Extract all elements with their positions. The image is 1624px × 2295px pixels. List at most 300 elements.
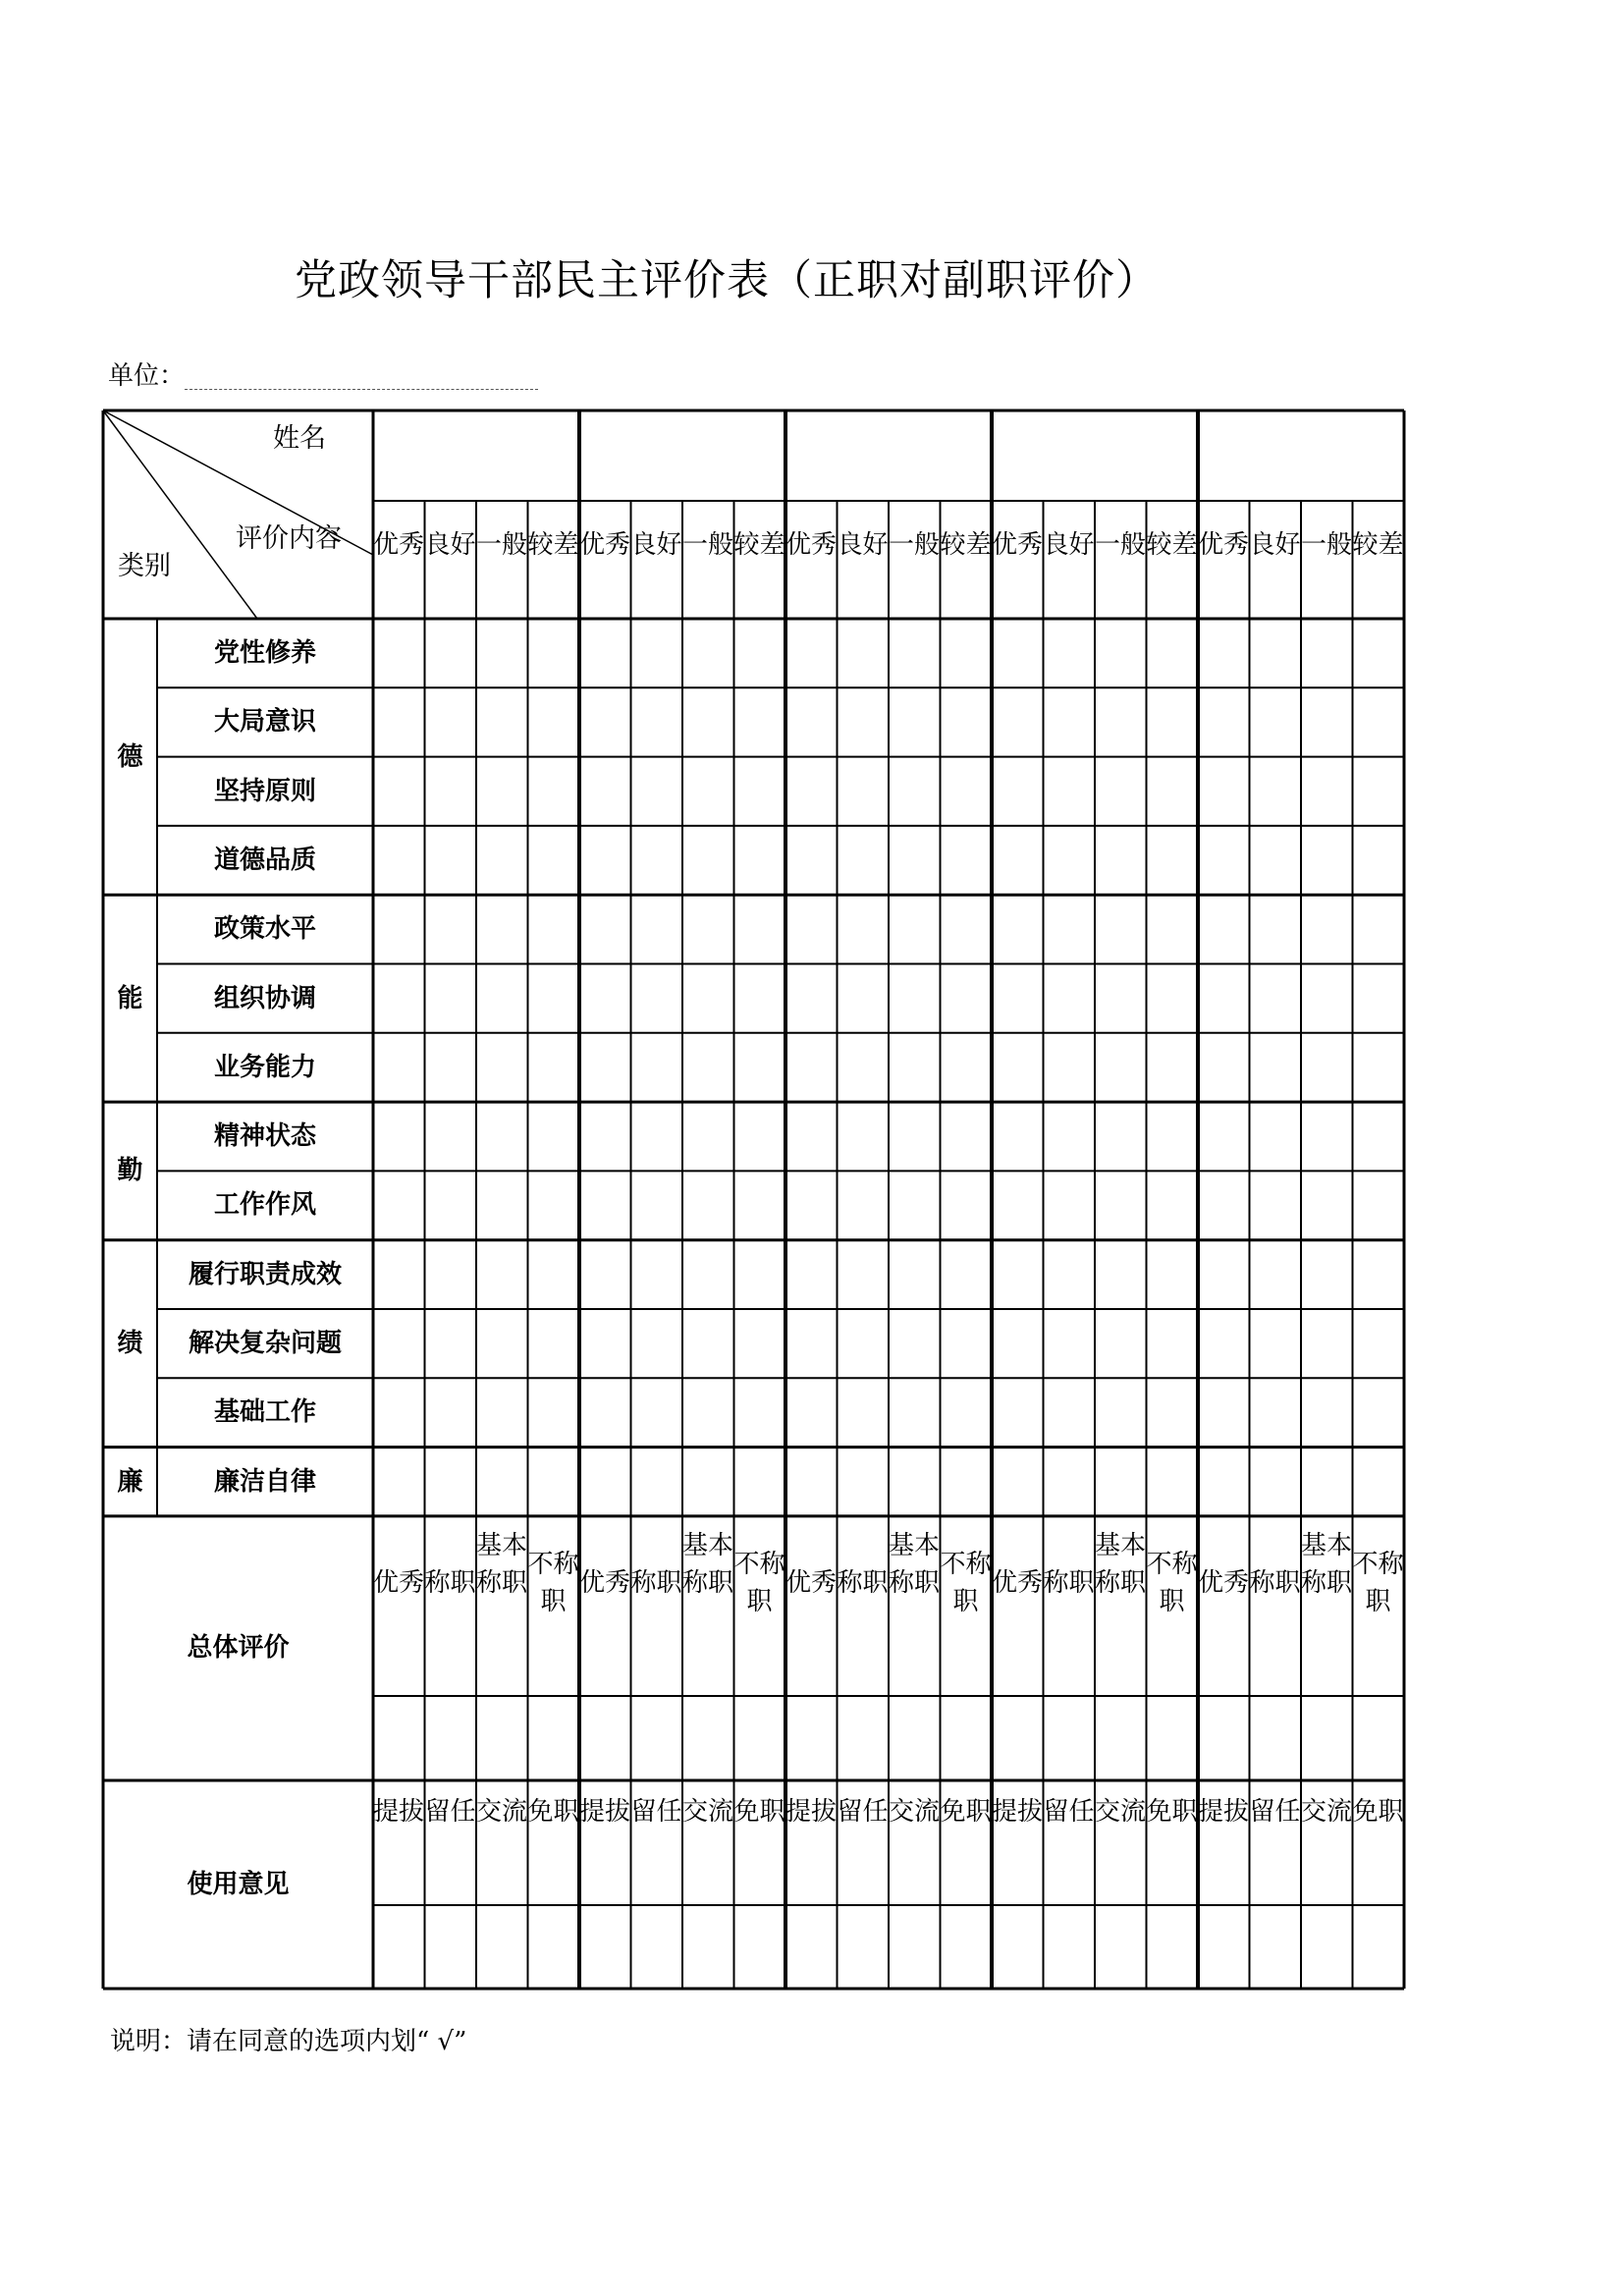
usage-cell[interactable] bbox=[839, 1907, 888, 1987]
rating-cell[interactable] bbox=[1046, 689, 1094, 754]
rating-cell[interactable] bbox=[1252, 1380, 1300, 1445]
rating-cell[interactable] bbox=[1252, 1035, 1300, 1100]
rating-cell[interactable] bbox=[1355, 1311, 1403, 1376]
rating-cell[interactable] bbox=[478, 1173, 526, 1237]
rating-cell[interactable] bbox=[1303, 1035, 1351, 1100]
rating-cell[interactable] bbox=[427, 1449, 475, 1514]
rating-cell[interactable] bbox=[891, 1104, 939, 1169]
rating-cell[interactable] bbox=[1046, 1449, 1094, 1514]
rating-cell[interactable] bbox=[1149, 621, 1197, 685]
rating-cell[interactable] bbox=[478, 966, 526, 1031]
rating-cell[interactable] bbox=[943, 1380, 991, 1445]
rating-cell[interactable] bbox=[943, 1242, 991, 1307]
usage-cell[interactable] bbox=[1355, 1907, 1403, 1987]
overall-cell[interactable] bbox=[787, 1698, 836, 1778]
rating-cell[interactable] bbox=[891, 897, 939, 961]
rating-cell[interactable] bbox=[1355, 1449, 1403, 1514]
rating-cell[interactable] bbox=[427, 828, 475, 893]
overall-cell[interactable] bbox=[943, 1698, 991, 1778]
usage-cell[interactable] bbox=[1149, 1907, 1197, 1987]
rating-cell[interactable] bbox=[1149, 966, 1197, 1031]
rating-cell[interactable] bbox=[839, 1380, 888, 1445]
rating-cell[interactable] bbox=[375, 1449, 423, 1514]
rating-cell[interactable] bbox=[1097, 1173, 1145, 1237]
rating-cell[interactable] bbox=[1097, 689, 1145, 754]
rating-cell[interactable] bbox=[633, 1035, 681, 1100]
rating-cell[interactable] bbox=[1046, 966, 1094, 1031]
rating-cell[interactable] bbox=[375, 621, 423, 685]
rating-cell[interactable] bbox=[1097, 1311, 1145, 1376]
rating-cell[interactable] bbox=[478, 1104, 526, 1169]
rating-cell[interactable] bbox=[1355, 1173, 1403, 1237]
rating-cell[interactable] bbox=[994, 759, 1042, 824]
rating-cell[interactable] bbox=[1252, 828, 1300, 893]
rating-cell[interactable] bbox=[684, 1173, 732, 1237]
rating-cell[interactable] bbox=[530, 897, 578, 961]
rating-cell[interactable] bbox=[581, 689, 629, 754]
rating-cell[interactable] bbox=[375, 1104, 423, 1169]
rating-cell[interactable] bbox=[891, 621, 939, 685]
rating-cell[interactable] bbox=[1303, 1242, 1351, 1307]
rating-cell[interactable] bbox=[1252, 689, 1300, 754]
rating-cell[interactable] bbox=[1200, 828, 1248, 893]
rating-cell[interactable] bbox=[1200, 897, 1248, 961]
rating-cell[interactable] bbox=[427, 759, 475, 824]
rating-cell[interactable] bbox=[427, 1173, 475, 1237]
rating-cell[interactable] bbox=[994, 689, 1042, 754]
usage-cell[interactable] bbox=[633, 1907, 681, 1987]
usage-cell[interactable] bbox=[478, 1907, 526, 1987]
rating-cell[interactable] bbox=[478, 1380, 526, 1445]
rating-cell[interactable] bbox=[375, 1311, 423, 1376]
overall-cell[interactable] bbox=[1303, 1698, 1351, 1778]
rating-cell[interactable] bbox=[375, 759, 423, 824]
rating-cell[interactable] bbox=[581, 1242, 629, 1307]
usage-cell[interactable] bbox=[1097, 1907, 1145, 1987]
rating-cell[interactable] bbox=[427, 1035, 475, 1100]
rating-cell[interactable] bbox=[943, 689, 991, 754]
rating-cell[interactable] bbox=[1200, 1173, 1248, 1237]
rating-cell[interactable] bbox=[943, 1104, 991, 1169]
usage-cell[interactable] bbox=[530, 1907, 578, 1987]
rating-cell[interactable] bbox=[684, 1311, 732, 1376]
rating-cell[interactable] bbox=[736, 759, 785, 824]
usage-cell[interactable] bbox=[736, 1907, 785, 1987]
usage-cell[interactable] bbox=[684, 1907, 732, 1987]
rating-cell[interactable] bbox=[633, 1104, 681, 1169]
rating-cell[interactable] bbox=[994, 1035, 1042, 1100]
rating-cell[interactable] bbox=[1252, 897, 1300, 961]
rating-cell[interactable] bbox=[1303, 966, 1351, 1031]
rating-cell[interactable] bbox=[530, 1104, 578, 1169]
rating-cell[interactable] bbox=[943, 1173, 991, 1237]
rating-cell[interactable] bbox=[375, 966, 423, 1031]
rating-cell[interactable] bbox=[427, 1104, 475, 1169]
rating-cell[interactable] bbox=[1303, 1380, 1351, 1445]
rating-cell[interactable] bbox=[684, 1035, 732, 1100]
rating-cell[interactable] bbox=[736, 1380, 785, 1445]
rating-cell[interactable] bbox=[684, 1104, 732, 1169]
rating-cell[interactable] bbox=[375, 897, 423, 961]
rating-cell[interactable] bbox=[994, 621, 1042, 685]
rating-cell[interactable] bbox=[1149, 828, 1197, 893]
rating-cell[interactable] bbox=[1303, 689, 1351, 754]
usage-cell[interactable] bbox=[891, 1907, 939, 1987]
rating-cell[interactable] bbox=[581, 828, 629, 893]
rating-cell[interactable] bbox=[530, 621, 578, 685]
rating-cell[interactable] bbox=[1149, 759, 1197, 824]
rating-cell[interactable] bbox=[787, 1449, 836, 1514]
overall-cell[interactable] bbox=[1200, 1698, 1248, 1778]
rating-cell[interactable] bbox=[736, 689, 785, 754]
rating-cell[interactable] bbox=[633, 1242, 681, 1307]
rating-cell[interactable] bbox=[530, 1035, 578, 1100]
rating-cell[interactable] bbox=[581, 1380, 629, 1445]
name-field[interactable] bbox=[581, 412, 784, 499]
rating-cell[interactable] bbox=[581, 1104, 629, 1169]
usage-cell[interactable] bbox=[787, 1907, 836, 1987]
rating-cell[interactable] bbox=[1149, 689, 1197, 754]
rating-cell[interactable] bbox=[375, 1242, 423, 1307]
rating-cell[interactable] bbox=[787, 1104, 836, 1169]
rating-cell[interactable] bbox=[684, 621, 732, 685]
rating-cell[interactable] bbox=[943, 966, 991, 1031]
rating-cell[interactable] bbox=[478, 1449, 526, 1514]
rating-cell[interactable] bbox=[530, 1173, 578, 1237]
rating-cell[interactable] bbox=[478, 759, 526, 824]
rating-cell[interactable] bbox=[1355, 1035, 1403, 1100]
overall-cell[interactable] bbox=[891, 1698, 939, 1778]
rating-cell[interactable] bbox=[787, 689, 836, 754]
rating-cell[interactable] bbox=[1200, 1380, 1248, 1445]
rating-cell[interactable] bbox=[427, 621, 475, 685]
rating-cell[interactable] bbox=[994, 1242, 1042, 1307]
rating-cell[interactable] bbox=[684, 966, 732, 1031]
rating-cell[interactable] bbox=[1097, 1035, 1145, 1100]
rating-cell[interactable] bbox=[1149, 1380, 1197, 1445]
rating-cell[interactable] bbox=[1046, 621, 1094, 685]
rating-cell[interactable] bbox=[994, 1380, 1042, 1445]
overall-cell[interactable] bbox=[633, 1698, 681, 1778]
rating-cell[interactable] bbox=[684, 1449, 732, 1514]
rating-cell[interactable] bbox=[581, 621, 629, 685]
rating-cell[interactable] bbox=[633, 1449, 681, 1514]
rating-cell[interactable] bbox=[530, 1242, 578, 1307]
name-field[interactable] bbox=[787, 412, 990, 499]
name-field[interactable] bbox=[994, 412, 1196, 499]
overall-cell[interactable] bbox=[1149, 1698, 1197, 1778]
rating-cell[interactable] bbox=[1046, 897, 1094, 961]
rating-cell[interactable] bbox=[684, 828, 732, 893]
rating-cell[interactable] bbox=[839, 1104, 888, 1169]
rating-cell[interactable] bbox=[1149, 1449, 1197, 1514]
rating-cell[interactable] bbox=[427, 897, 475, 961]
rating-cell[interactable] bbox=[684, 897, 732, 961]
rating-cell[interactable] bbox=[633, 897, 681, 961]
rating-cell[interactable] bbox=[684, 759, 732, 824]
name-field[interactable] bbox=[375, 412, 577, 499]
rating-cell[interactable] bbox=[1097, 759, 1145, 824]
rating-cell[interactable] bbox=[839, 966, 888, 1031]
rating-cell[interactable] bbox=[633, 689, 681, 754]
rating-cell[interactable] bbox=[839, 1449, 888, 1514]
rating-cell[interactable] bbox=[1200, 689, 1248, 754]
rating-cell[interactable] bbox=[839, 828, 888, 893]
rating-cell[interactable] bbox=[736, 1104, 785, 1169]
rating-cell[interactable] bbox=[1046, 1104, 1094, 1169]
rating-cell[interactable] bbox=[1097, 621, 1145, 685]
rating-cell[interactable] bbox=[427, 689, 475, 754]
rating-cell[interactable] bbox=[736, 966, 785, 1031]
rating-cell[interactable] bbox=[943, 828, 991, 893]
rating-cell[interactable] bbox=[1046, 828, 1094, 893]
rating-cell[interactable] bbox=[581, 759, 629, 824]
rating-cell[interactable] bbox=[633, 621, 681, 685]
rating-cell[interactable] bbox=[581, 1449, 629, 1514]
rating-cell[interactable] bbox=[943, 759, 991, 824]
rating-cell[interactable] bbox=[478, 621, 526, 685]
rating-cell[interactable] bbox=[1252, 759, 1300, 824]
rating-cell[interactable] bbox=[1149, 1311, 1197, 1376]
rating-cell[interactable] bbox=[375, 1380, 423, 1445]
rating-cell[interactable] bbox=[736, 897, 785, 961]
rating-cell[interactable] bbox=[1046, 1242, 1094, 1307]
rating-cell[interactable] bbox=[891, 759, 939, 824]
rating-cell[interactable] bbox=[1149, 1242, 1197, 1307]
rating-cell[interactable] bbox=[478, 897, 526, 961]
rating-cell[interactable] bbox=[1046, 759, 1094, 824]
rating-cell[interactable] bbox=[530, 1380, 578, 1445]
rating-cell[interactable] bbox=[1355, 1104, 1403, 1169]
rating-cell[interactable] bbox=[787, 897, 836, 961]
rating-cell[interactable] bbox=[736, 1242, 785, 1307]
overall-cell[interactable] bbox=[478, 1698, 526, 1778]
rating-cell[interactable] bbox=[787, 966, 836, 1031]
rating-cell[interactable] bbox=[1303, 621, 1351, 685]
rating-cell[interactable] bbox=[994, 1104, 1042, 1169]
rating-cell[interactable] bbox=[1303, 1311, 1351, 1376]
overall-cell[interactable] bbox=[427, 1698, 475, 1778]
rating-cell[interactable] bbox=[1097, 828, 1145, 893]
overall-cell[interactable] bbox=[530, 1698, 578, 1778]
rating-cell[interactable] bbox=[1097, 897, 1145, 961]
overall-cell[interactable] bbox=[1355, 1698, 1403, 1778]
rating-cell[interactable] bbox=[1097, 966, 1145, 1031]
rating-cell[interactable] bbox=[891, 1449, 939, 1514]
rating-cell[interactable] bbox=[1303, 897, 1351, 961]
rating-cell[interactable] bbox=[736, 1035, 785, 1100]
rating-cell[interactable] bbox=[1200, 1035, 1248, 1100]
rating-cell[interactable] bbox=[1046, 1035, 1094, 1100]
rating-cell[interactable] bbox=[375, 689, 423, 754]
rating-cell[interactable] bbox=[478, 689, 526, 754]
rating-cell[interactable] bbox=[581, 897, 629, 961]
rating-cell[interactable] bbox=[684, 689, 732, 754]
rating-cell[interactable] bbox=[1200, 1104, 1248, 1169]
overall-cell[interactable] bbox=[839, 1698, 888, 1778]
rating-cell[interactable] bbox=[1149, 1035, 1197, 1100]
overall-cell[interactable] bbox=[994, 1698, 1042, 1778]
rating-cell[interactable] bbox=[1046, 1173, 1094, 1237]
rating-cell[interactable] bbox=[1303, 828, 1351, 893]
rating-cell[interactable] bbox=[1097, 1242, 1145, 1307]
rating-cell[interactable] bbox=[891, 966, 939, 1031]
overall-cell[interactable] bbox=[1097, 1698, 1145, 1778]
rating-cell[interactable] bbox=[994, 1449, 1042, 1514]
rating-cell[interactable] bbox=[994, 828, 1042, 893]
rating-cell[interactable] bbox=[478, 828, 526, 893]
rating-cell[interactable] bbox=[994, 1311, 1042, 1376]
rating-cell[interactable] bbox=[736, 1311, 785, 1376]
rating-cell[interactable] bbox=[1303, 1449, 1351, 1514]
rating-cell[interactable] bbox=[891, 1035, 939, 1100]
rating-cell[interactable] bbox=[1355, 966, 1403, 1031]
rating-cell[interactable] bbox=[581, 966, 629, 1031]
rating-cell[interactable] bbox=[891, 1380, 939, 1445]
rating-cell[interactable] bbox=[633, 1380, 681, 1445]
overall-cell[interactable] bbox=[1046, 1698, 1094, 1778]
usage-cell[interactable] bbox=[1046, 1907, 1094, 1987]
rating-cell[interactable] bbox=[530, 689, 578, 754]
rating-cell[interactable] bbox=[1149, 1173, 1197, 1237]
rating-cell[interactable] bbox=[1303, 1173, 1351, 1237]
rating-cell[interactable] bbox=[891, 828, 939, 893]
rating-cell[interactable] bbox=[891, 689, 939, 754]
rating-cell[interactable] bbox=[943, 1311, 991, 1376]
rating-cell[interactable] bbox=[1303, 759, 1351, 824]
rating-cell[interactable] bbox=[478, 1035, 526, 1100]
rating-cell[interactable] bbox=[427, 966, 475, 1031]
rating-cell[interactable] bbox=[1200, 1449, 1248, 1514]
rating-cell[interactable] bbox=[787, 1242, 836, 1307]
rating-cell[interactable] bbox=[1200, 1242, 1248, 1307]
rating-cell[interactable] bbox=[1200, 1311, 1248, 1376]
rating-cell[interactable] bbox=[1149, 897, 1197, 961]
rating-cell[interactable] bbox=[1200, 621, 1248, 685]
rating-cell[interactable] bbox=[787, 1035, 836, 1100]
rating-cell[interactable] bbox=[839, 759, 888, 824]
rating-cell[interactable] bbox=[530, 1449, 578, 1514]
rating-cell[interactable] bbox=[1355, 897, 1403, 961]
rating-cell[interactable] bbox=[1097, 1380, 1145, 1445]
rating-cell[interactable] bbox=[1355, 689, 1403, 754]
usage-cell[interactable] bbox=[943, 1907, 991, 1987]
rating-cell[interactable] bbox=[1355, 759, 1403, 824]
rating-cell[interactable] bbox=[994, 1173, 1042, 1237]
usage-cell[interactable] bbox=[375, 1907, 423, 1987]
rating-cell[interactable] bbox=[530, 759, 578, 824]
rating-cell[interactable] bbox=[633, 759, 681, 824]
rating-cell[interactable] bbox=[427, 1380, 475, 1445]
rating-cell[interactable] bbox=[1252, 1242, 1300, 1307]
rating-cell[interactable] bbox=[581, 1173, 629, 1237]
rating-cell[interactable] bbox=[1046, 1311, 1094, 1376]
rating-cell[interactable] bbox=[736, 828, 785, 893]
rating-cell[interactable] bbox=[994, 897, 1042, 961]
usage-cell[interactable] bbox=[1200, 1907, 1248, 1987]
rating-cell[interactable] bbox=[839, 1035, 888, 1100]
rating-cell[interactable] bbox=[1097, 1104, 1145, 1169]
rating-cell[interactable] bbox=[1252, 621, 1300, 685]
rating-cell[interactable] bbox=[787, 828, 836, 893]
rating-cell[interactable] bbox=[1252, 1449, 1300, 1514]
rating-cell[interactable] bbox=[1252, 966, 1300, 1031]
rating-cell[interactable] bbox=[1355, 828, 1403, 893]
rating-cell[interactable] bbox=[530, 966, 578, 1031]
rating-cell[interactable] bbox=[1355, 1242, 1403, 1307]
rating-cell[interactable] bbox=[787, 1311, 836, 1376]
rating-cell[interactable] bbox=[736, 621, 785, 685]
rating-cell[interactable] bbox=[1149, 1104, 1197, 1169]
usage-cell[interactable] bbox=[1303, 1907, 1351, 1987]
rating-cell[interactable] bbox=[1355, 621, 1403, 685]
rating-cell[interactable] bbox=[839, 689, 888, 754]
overall-cell[interactable] bbox=[736, 1698, 785, 1778]
rating-cell[interactable] bbox=[375, 1035, 423, 1100]
rating-cell[interactable] bbox=[943, 1035, 991, 1100]
rating-cell[interactable] bbox=[684, 1242, 732, 1307]
usage-cell[interactable] bbox=[581, 1907, 629, 1987]
overall-cell[interactable] bbox=[1252, 1698, 1300, 1778]
rating-cell[interactable] bbox=[839, 621, 888, 685]
rating-cell[interactable] bbox=[1252, 1311, 1300, 1376]
rating-cell[interactable] bbox=[1200, 966, 1248, 1031]
rating-cell[interactable] bbox=[1046, 1380, 1094, 1445]
rating-cell[interactable] bbox=[375, 828, 423, 893]
rating-cell[interactable] bbox=[530, 828, 578, 893]
rating-cell[interactable] bbox=[530, 1311, 578, 1376]
overall-cell[interactable] bbox=[581, 1698, 629, 1778]
rating-cell[interactable] bbox=[427, 1242, 475, 1307]
rating-cell[interactable] bbox=[943, 621, 991, 685]
rating-cell[interactable] bbox=[1303, 1104, 1351, 1169]
rating-cell[interactable] bbox=[478, 1242, 526, 1307]
rating-cell[interactable] bbox=[839, 1242, 888, 1307]
rating-cell[interactable] bbox=[736, 1449, 785, 1514]
rating-cell[interactable] bbox=[787, 1380, 836, 1445]
rating-cell[interactable] bbox=[581, 1035, 629, 1100]
overall-cell[interactable] bbox=[684, 1698, 732, 1778]
rating-cell[interactable] bbox=[736, 1173, 785, 1237]
rating-cell[interactable] bbox=[1355, 1380, 1403, 1445]
rating-cell[interactable] bbox=[684, 1380, 732, 1445]
rating-cell[interactable] bbox=[839, 1311, 888, 1376]
overall-cell[interactable] bbox=[375, 1698, 423, 1778]
name-field[interactable] bbox=[1200, 412, 1402, 499]
rating-cell[interactable] bbox=[943, 897, 991, 961]
usage-cell[interactable] bbox=[1252, 1907, 1300, 1987]
rating-cell[interactable] bbox=[891, 1242, 939, 1307]
rating-cell[interactable] bbox=[1200, 759, 1248, 824]
rating-cell[interactable] bbox=[1252, 1104, 1300, 1169]
rating-cell[interactable] bbox=[943, 1449, 991, 1514]
rating-cell[interactable] bbox=[891, 1173, 939, 1237]
rating-cell[interactable] bbox=[1252, 1173, 1300, 1237]
rating-cell[interactable] bbox=[787, 1173, 836, 1237]
rating-cell[interactable] bbox=[839, 897, 888, 961]
usage-cell[interactable] bbox=[994, 1907, 1042, 1987]
rating-cell[interactable] bbox=[633, 966, 681, 1031]
rating-cell[interactable] bbox=[633, 1311, 681, 1376]
rating-cell[interactable] bbox=[891, 1311, 939, 1376]
rating-cell[interactable] bbox=[478, 1311, 526, 1376]
rating-cell[interactable] bbox=[1097, 1449, 1145, 1514]
rating-cell[interactable] bbox=[633, 1173, 681, 1237]
rating-cell[interactable] bbox=[787, 621, 836, 685]
usage-cell[interactable] bbox=[427, 1907, 475, 1987]
rating-cell[interactable] bbox=[839, 1173, 888, 1237]
rating-cell[interactable] bbox=[375, 1173, 423, 1237]
